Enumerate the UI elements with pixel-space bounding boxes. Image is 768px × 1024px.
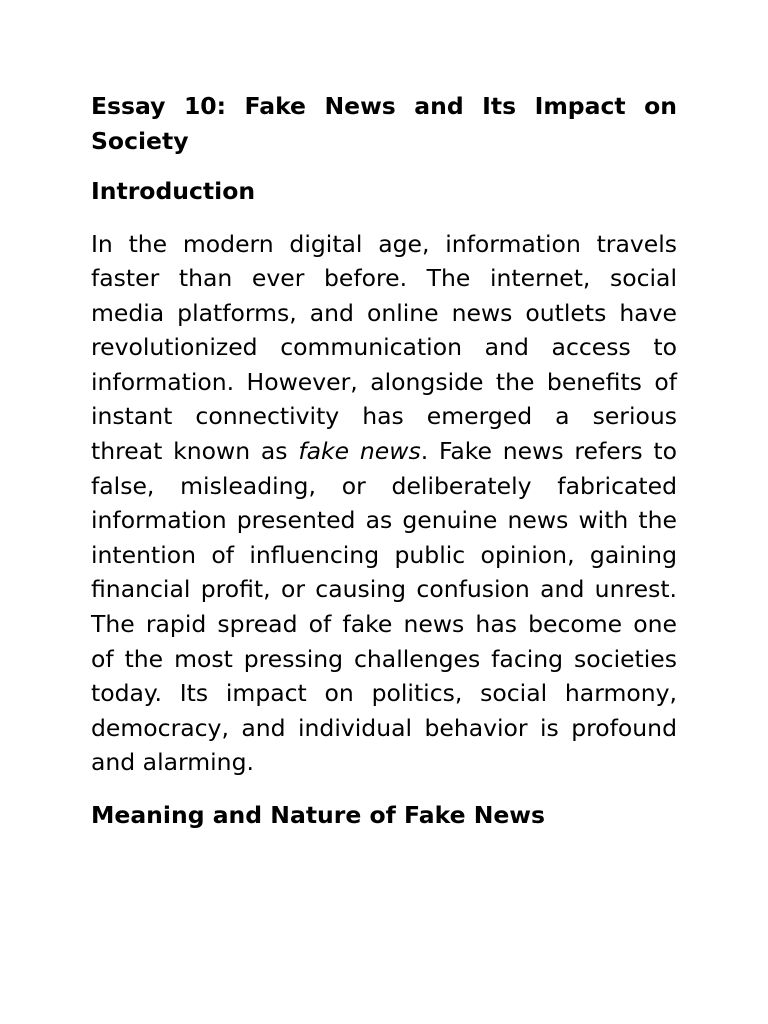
- essay-title: Essay 10: Fake News and Its Impact on Society: [91, 92, 677, 155]
- paragraph-text-before-emphasis: In the modern digital age, information travels faster than ever before. The internet, social media platforms, and online news outlets have revolutionized communication and access to information. However, alongside the benefits of instant connectivity has emerged a serious threat known as: [91, 229, 677, 466]
- section-heading-introduction: Introduction: [91, 177, 256, 205]
- paragraph-text-after-emphasis: . Fake news refers to false, misleading, or deliberately fabricated information presented as genuine news with the intention of influencing public opinion, gaining financial profit, or causing confusion and unrest. The rapid spread of fake news has become one of the most pressing challenges facing societies today. Its impact on politics, social harmony, democracy, and individual behavior is profound and alarming.: [91, 437, 678, 777]
- document-page: [91, 89, 677, 851]
- section-heading-meaning: Meaning and Nature of Fake News: [91, 801, 545, 829]
- emphasized-term: fake news: [298, 437, 421, 466]
- introduction-paragraph: [91, 227, 677, 781]
